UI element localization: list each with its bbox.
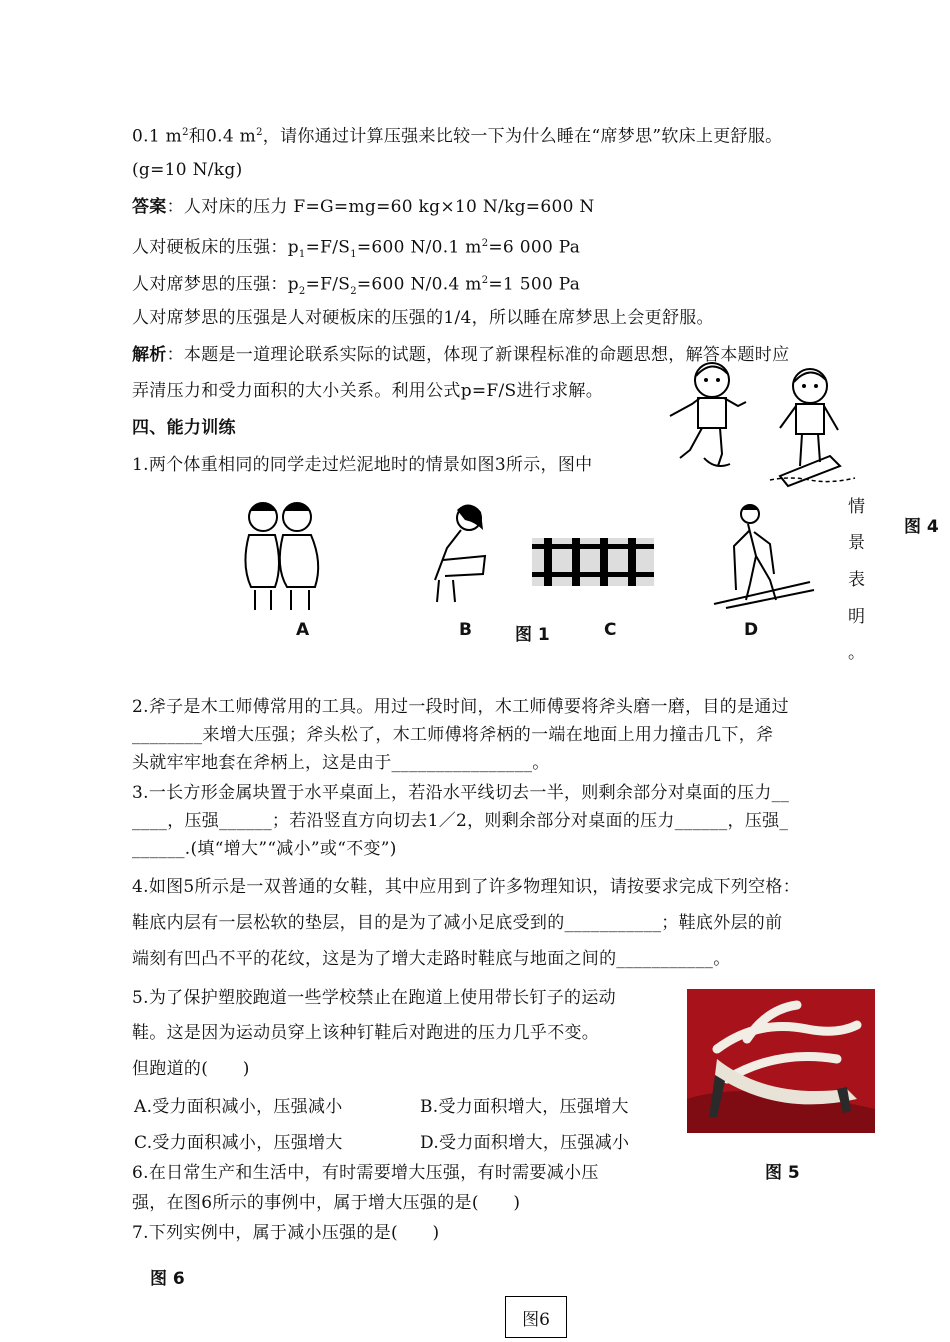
question-3-line-2: ____，压强______；若沿竖直方向切去1／2，则剩余部分对桌面的压力______，压强_ bbox=[132, 811, 789, 831]
question-7: 7.下列实例中，属于减小压强的是( ) bbox=[132, 1223, 440, 1243]
fig6-box-label: 图6 bbox=[522, 1309, 550, 1330]
fig1-backpack-image bbox=[235, 495, 325, 615]
fig1-label-D: D bbox=[744, 620, 759, 640]
answer-line: 答案：人对床的压力 F=G=mg=60 kg×10 N/kg=600 N bbox=[132, 197, 595, 217]
fig6-label: 图 6 bbox=[150, 1269, 185, 1289]
question-5-line-2: 鞋。这是因为运动员穿上该种钉鞋后对跑进的压力几乎不变。 bbox=[132, 1023, 600, 1043]
question-3-line-3: ______.(填“增大”“减小”或“不变”) bbox=[132, 839, 397, 859]
vertical-char: 明 bbox=[848, 607, 865, 627]
fig1-railway-image bbox=[532, 528, 654, 590]
fig1-skier-image bbox=[710, 500, 820, 612]
question-5-line-1: 5.为了保护塑胶跑道一些学校禁止在跑道上使用带长钉子的运动 bbox=[132, 988, 616, 1008]
line-gravity: (g=10 N/kg) bbox=[132, 160, 243, 180]
soft-bed-pressure: 人对席梦思的压强：$p_2=F/S_2=600$ N/0.4 $m^2=1$ 500 Pa bbox=[132, 274, 581, 298]
question-5-line-3: 但跑道的( ) bbox=[132, 1059, 250, 1079]
question-4-line-1: 4.如图5所示是一双普通的女鞋，其中应用到了许多物理知识，请按要求完成下列空格： bbox=[132, 877, 801, 897]
analysis-line: 解析：本题是一道理论联系实际的试题，体现了新课程标准的命题思想，解答本题时应 bbox=[132, 345, 790, 365]
question-5-option-b: B.受力面积增大，压强增大 bbox=[420, 1097, 629, 1117]
question-6-line-2: 强，在图6所示的事例中，属于增大压强的是( ) bbox=[132, 1193, 521, 1213]
question-6-line-1: 6.在日常生产和生活中，有时需要增大压强，有时需要减小压 bbox=[132, 1163, 599, 1183]
section-heading: 四、能力训练 bbox=[132, 418, 236, 438]
question-4-line-2: 鞋底内层有一层松软的垫层，目的是为了减小足底受到的___________；鞋底外层的前 bbox=[132, 913, 783, 933]
fig5-label: 图 5 bbox=[765, 1163, 800, 1183]
vertical-char: 情 bbox=[848, 497, 865, 517]
fig1-label-C: C bbox=[604, 620, 617, 640]
fig1-label-B: B bbox=[459, 620, 472, 640]
shoe-drawing bbox=[687, 989, 875, 1133]
hard-bed-pressure: 人对硬板床的压强：$p_1=F/S_1=600$ N/0.1 $m^2=6$ 000 Pa bbox=[132, 237, 581, 261]
analysis-line-2: 弄清压力和受力面积的大小关系。利用公式p=F/S进行求解。 bbox=[132, 381, 603, 401]
fig1-title: 图 1 bbox=[515, 625, 550, 645]
vertical-char: 景 bbox=[848, 533, 865, 553]
question-2-line-1: 2.斧子是木工师傅常用的工具。用过一段时间，木工师傅要将斧头磨一磨，目的是通过 bbox=[132, 697, 789, 717]
fig1-knife-image bbox=[425, 500, 495, 610]
question-1: 1.两个体重相同的同学走过烂泥地时的情景如图3所示，图中 bbox=[132, 455, 593, 475]
line-area-values: 0.1 $m^2$和0.4 $m^2$，请你通过计算压强来比较一下为什么睡在“席梦思”软床上更舒服。 bbox=[132, 126, 783, 147]
question-3-line-1: 3.一长方形金属块置于水平桌面上，若沿水平线切去一半，则剩余部分对桌面的压力__ bbox=[132, 783, 790, 803]
question-5-option-c: C.受力面积减小，压强增大 bbox=[134, 1133, 343, 1153]
analysis-label: 解析 bbox=[132, 345, 167, 365]
vertical-char: 表 bbox=[848, 570, 865, 590]
question-2-line-3: 头就牢牢地套在斧柄上，这是由于________________。 bbox=[132, 753, 550, 773]
conclusion-line: 人对席梦思的压强是人对硬板床的压强的1/4，所以睡在席梦思上会更舒服。 bbox=[132, 308, 714, 328]
question-5-option-a: A.受力面积减小，压强减小 bbox=[134, 1097, 343, 1117]
question-5-option-d: D.受力面积增大，压强减小 bbox=[420, 1133, 630, 1153]
fig4-mud-walkers-image bbox=[660, 358, 860, 493]
fig4-label: 图 4 bbox=[904, 517, 939, 537]
question-4-line-3: 端刻有凹凸不平的花纹，这是为了增大走路时鞋底与地面之间的___________。 bbox=[132, 949, 731, 969]
answer-label: 答案 bbox=[132, 197, 167, 217]
fig1-label-A: A bbox=[296, 620, 310, 640]
fig5-shoe-photo bbox=[687, 989, 875, 1133]
vertical-char: 。 bbox=[848, 643, 865, 663]
fig6-box bbox=[505, 1296, 567, 1338]
question-2-line-2: ________来增大压强；斧头松了，木工师傅将斧柄的一端在地面上用力撞击几下，斧 bbox=[132, 725, 774, 745]
